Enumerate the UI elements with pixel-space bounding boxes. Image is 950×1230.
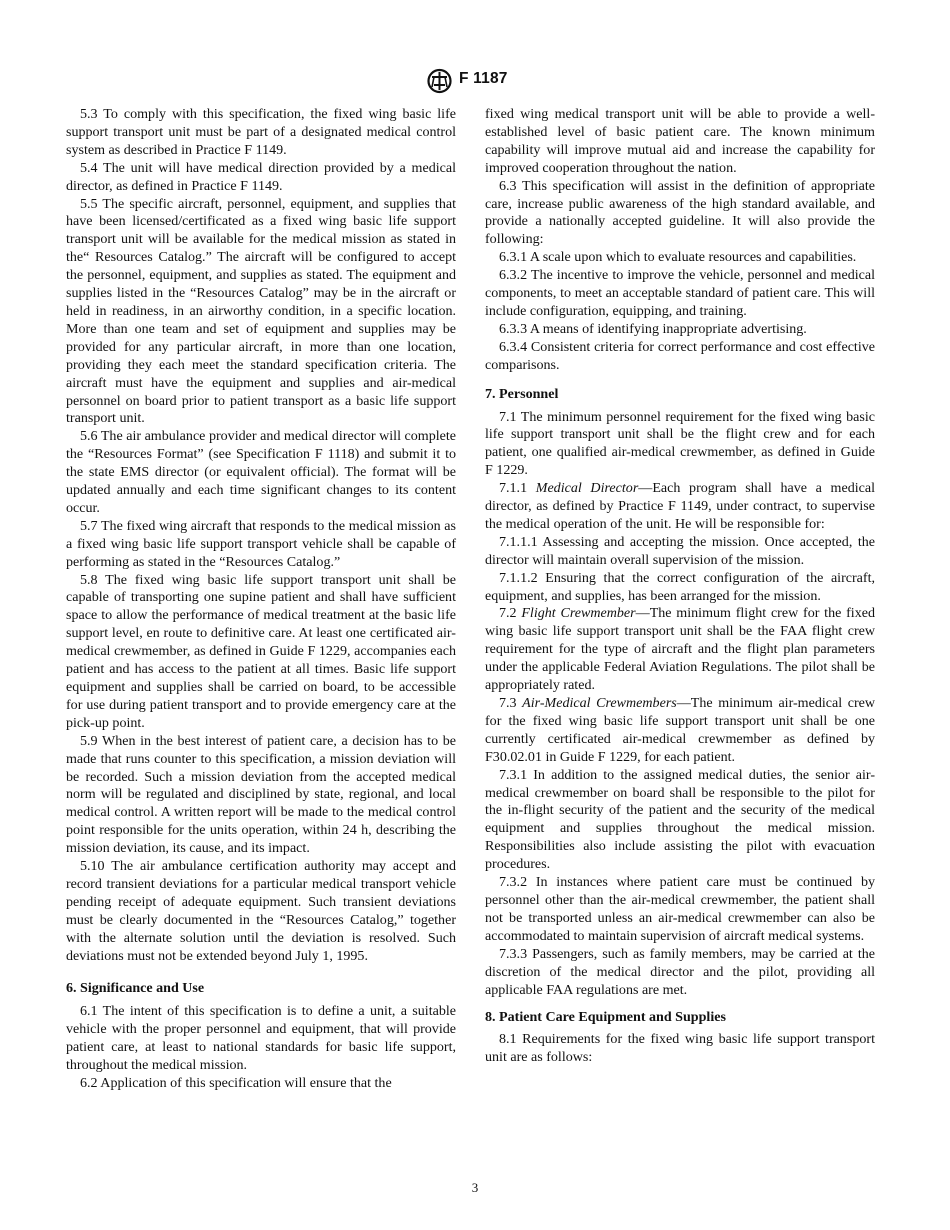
para-6-3-4: 6.3.4 Consistent criteria for correct performance and cost effective comparisons. <box>485 338 875 373</box>
section-8-heading: 8. Patient Care Equipment and Supplies <box>485 1009 726 1026</box>
page-header <box>0 68 950 96</box>
para-7-2-num: 7.2 <box>499 605 522 622</box>
para-7-3-1: 7.3.1 In addition to the assigned medical duties, the senior air-medical crewmember on board shall be responsible to the pilot for the in-flight security of the patient and the security of the medical equipment and supplies throughout the medical mission. Responsibilities also include assisting the pilot with evacuation procedures. <box>485 766 875 873</box>
para-6-2-start: 6.2 Application of this specification will ensure that the <box>80 1075 392 1092</box>
para-7-2-term: Flight Crewmember <box>521 605 636 622</box>
para-7-1-1 <box>485 480 875 534</box>
para-6-3-1: 6.3.1 A scale upon which to evaluate resources and capabilities. <box>499 249 857 266</box>
para-8-1: 8.1 Requirements for the fixed wing basic life support transport unit are as follows: <box>485 1031 875 1066</box>
standard-designation: F 1187 <box>459 70 508 87</box>
para-7-3 <box>485 695 875 767</box>
para-6-3-3: 6.3.3 A means of identifying inappropriate advertising. <box>499 320 807 337</box>
para-6-3: 6.3 This specification will assist in the definition of appropriate care, increase public awareness of the high standard available, and provide a nationally accepted guideline. It will also provide the following: <box>485 177 875 248</box>
para-6-3-2: 6.3.2 The incentive to improve the vehicle, personnel and medical components, to meet an acceptable standard of patient care. This will include configuration, equipping, and training. <box>485 267 875 319</box>
astm-logo-icon <box>426 68 453 94</box>
section-7-heading: 7. Personnel <box>485 385 559 402</box>
left-column <box>66 106 456 1093</box>
page-number: 3 <box>471 1180 479 1195</box>
para-7-2-text: —The minimum flight crew for the fixed wing basic life support transport unit shall be the FAA flight crew requirement for the type of aircraft and the flight plan parameters under the applicable Federal Aviation Regulations. The pilot shall be appropriately rated. <box>485 605 875 694</box>
right-column <box>485 106 875 1067</box>
para-6-1: 6.1 The intent of this specification is to define a unit, a suitable vehicle with the proper personnel and equipment, that will provide patient care, at least to national standards for basic life support, throughout the medical mission. <box>66 1003 456 1074</box>
para-7-1-1-2: 7.1.1.2 Ensuring that the correct configuration of the aircraft, equipment, and supplies, has been arranged for the mission. <box>485 569 875 604</box>
para-7-3-text: —The minimum air-medical crew for the fixed wing basic life support transport unit shall be one currently certificated air-medical crewmember as defined by F30.02.01 in Guide F 1229, for each patient. <box>485 695 875 765</box>
para-7-1-1-term: Medical Director <box>535 480 639 497</box>
para-7-3-term: Air-Medical Crewmembers <box>522 695 677 711</box>
para-5-3: 5.3 To comply with this specification, the fixed wing basic life support transport unit must be part of a designated medical control system as described in Practice F 1149. <box>66 106 456 158</box>
para-7-1-1-num: 7.1.1 <box>499 480 536 497</box>
para-7-3-2: 7.3.2 In instances where patient care must be continued by personnel other than the air-medical crewmember, the patient shall not be transported unless an air-medical crewmember can also be accommodated to maintain supervision of aircraft medical systems. <box>485 874 875 944</box>
para-7-1: 7.1 The minimum personnel requirement for the fixed wing basic life support transport unit shall be the flight crew and for each patient, one qualified air-medical crewmember, as defined in Guide F 1229. <box>485 408 875 479</box>
para-5-5: 5.5 The specific aircraft, personnel, equipment, and supplies that have been licensed/certificated as a fixed wing basic life support transport unit will be available for the medical mission as stated in the“ Resources Catalog.” The aircraft will be configured to accept the personnel, equipment, and supplies as stated. The equipment and supplies listed in the “Resources Catalog” may be in the aircraft or held in readiness, in an airworthy condition, in a specific location. More than one team and set of equipment and supplies may be provided for any particular aircraft, in more than one location, providing they each meet the standard specification criteria. The aircraft must have the equipment and supplies and air-medical personnel on board prior to patient transport as a basic life support transport unit. <box>66 195 456 427</box>
para-6-2-continued: fixed wing medical transport unit will be able to provide a well-established level of basic patient care. The known minimum capability will improve mutual aid and increase the capability for improved cooperation throughout the nation. <box>485 106 875 176</box>
para-5-9: 5.9 When in the best interest of patient care, a decision has to be made that runs counter to this specification, a mission deviation will be recorded. Such a mission deviation from the accepted medical norm will be regulated and disciplined by state, regional, and local medical control. A written report will be made to the medical control point responsible for the units operation, within 24 h, describing the mission deviation, its cause, and its impact. <box>66 732 456 857</box>
para-5-8: 5.8 The fixed wing basic life support transport unit shall be capable of transporting one supine patient and shall have sufficient space to allow the performance of medical treatment at the basic life support level, en route to definitive care. At least one certificated air-medical crewmember, as defined in Guide F 1229, accompanies each patient and has access to the patient at all times. Basic life support equipment and supplies shall be carried on board, to be accessible for use during patient transport and to provide emergency care at the pick-up point. <box>66 571 456 731</box>
para-5-7: 5.7 The fixed wing aircraft that responds to the medical mission as a fixed wing basic life support transport vehicle shall be capable of performing as stated in the “Resources Catalog.” <box>66 517 456 570</box>
para-5-4: 5.4 The unit will have medical direction provided by a medical director, as defined in Practice F 1149. <box>66 159 456 194</box>
para-7-3-3: 7.3.3 Passengers, such as family members, may be carried at the discretion of the medical director and the pilot, providing all applicable FAA regulations are met. <box>485 945 875 998</box>
para-7-1-1-text: —Each program shall have a medical director, as defined by Practice F 1149, under contract, to supervise the medical operation of the unit. He will be responsible for: <box>485 480 875 532</box>
para-7-3-num: 7.3 <box>499 695 523 711</box>
para-5-10: 5.10 The air ambulance certification authority may accept and record transient deviations for a particular medical transport vehicle pending receipt of adequate equipment. Such transient deviations must be clearly documented in the “Resources Catalog,” together with the alternate solution until the deviation is resolved. Such deviations must not be extended beyond July 1, 1995. <box>66 858 456 964</box>
para-5-6: 5.6 The air ambulance provider and medical director will complete the “Resources Format” (see Specification F 1118) and submit it to the state EMS director (or equivalent official). The format will be updated annually and each time significant changes to its content occur. <box>66 428 456 516</box>
para-7-2 <box>485 605 875 695</box>
section-6-heading: 6. Significance and Use <box>66 979 205 996</box>
para-7-1-1-1: 7.1.1.1 Assessing and accepting the mission. Once accepted, the director will maintain overall supervision of the mission. <box>485 533 875 568</box>
